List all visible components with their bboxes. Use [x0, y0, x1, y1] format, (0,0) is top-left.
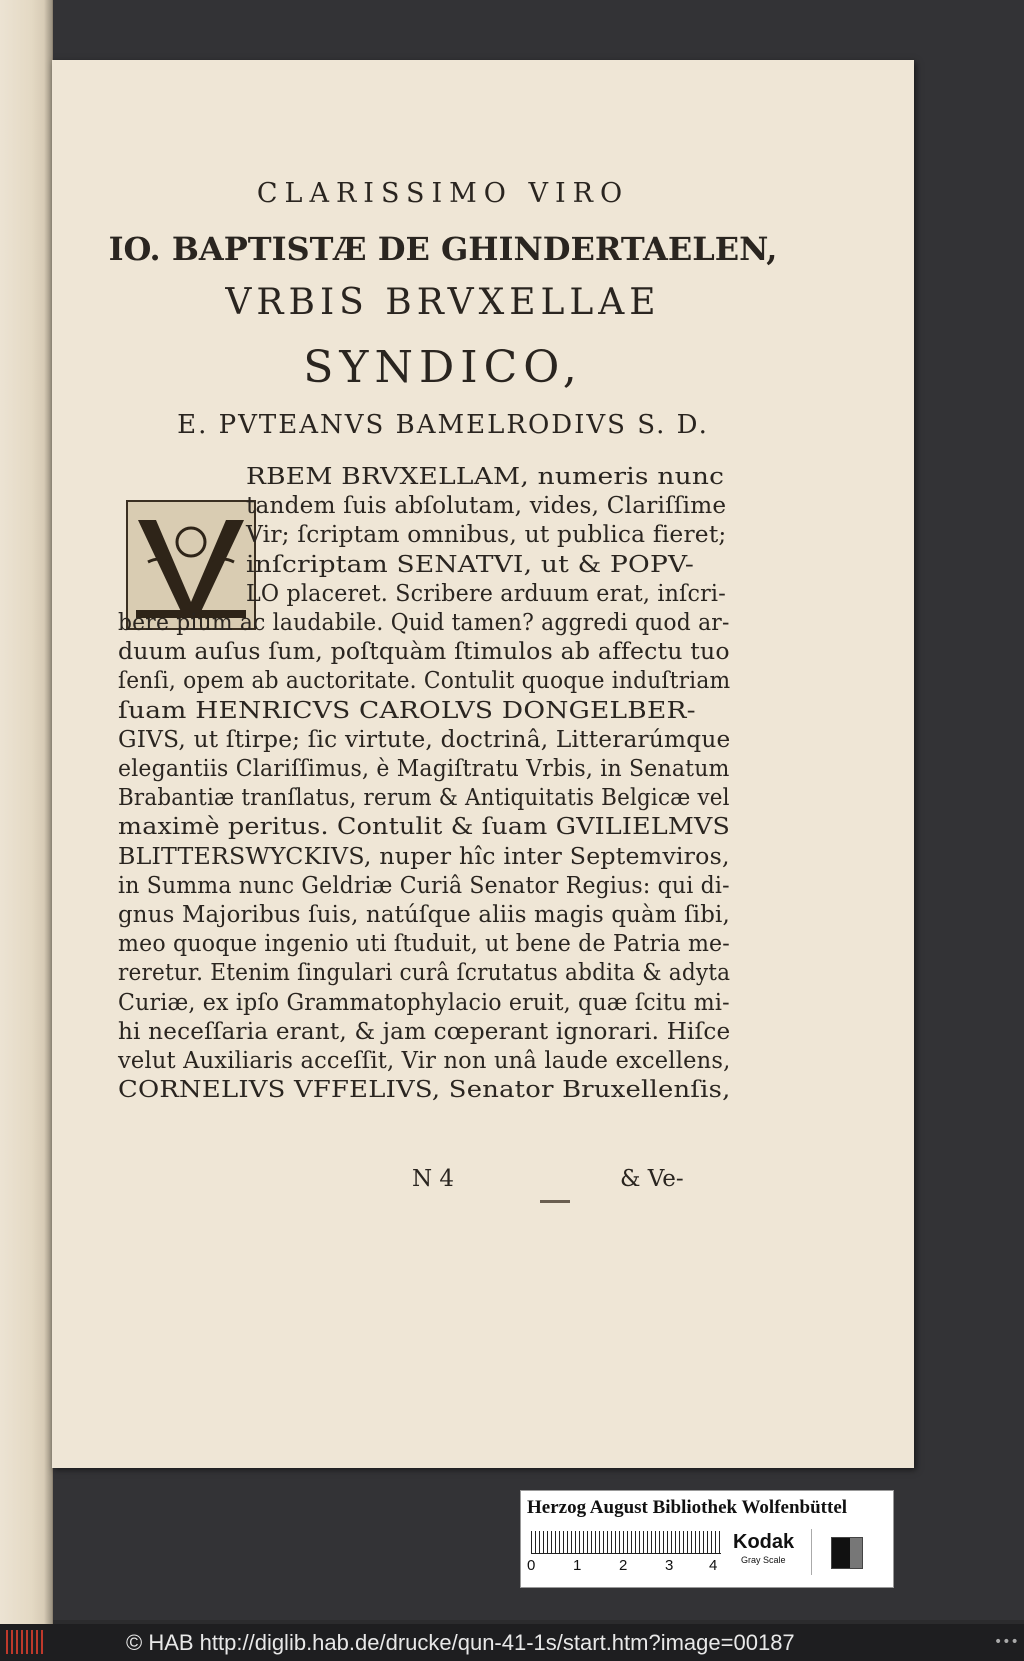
body-text-line: hi neceſſaria erant, & jam cœperant ignorari. Hiſce	[118, 1018, 731, 1045]
ruler-number: 3	[665, 1557, 674, 1574]
body-text-line: maximè peritus. Contulit & ſuam GVILIELMVS	[118, 814, 731, 841]
catchword: & Ve-	[620, 1166, 684, 1192]
card-divider	[811, 1529, 812, 1575]
body-text-line: elegantiis Clariſſimus, è Magiſtratu Vrbis, in Senatum	[118, 756, 730, 782]
ruler-number: 1	[573, 1557, 582, 1574]
body-text-line: ſuam HENRICVS CAROLVS DONGELBER-	[118, 697, 696, 724]
body-text-line: Vir; ſcriptam omnibus, ut publica fieret;	[246, 522, 727, 549]
body-text-line: GIVS, ut ſtirpe; ſic virtute, doctrinâ, Litterarúmque	[118, 726, 731, 753]
ruler-number: 0	[527, 1557, 536, 1574]
body-text-line: inſcriptam SENATVI, ut & POPV-	[246, 551, 695, 578]
more-menu-icon[interactable]: •••	[994, 1634, 1019, 1650]
body-text-line: LO placeret. Scribere arduum erat, inſcri-	[246, 580, 726, 607]
ruler-number: 4	[709, 1557, 718, 1574]
body-text-line: duum auſus ſum, poſtquàm ſtimulos ab affectu tuo	[118, 639, 730, 666]
ruler-number: 2	[619, 1557, 628, 1574]
color-scale-card	[520, 1490, 894, 1588]
body-text-line: ſenſi, opem ab auctoritate. Contulit quoque induſtriam	[118, 668, 731, 695]
signature-mark: N 4	[412, 1166, 455, 1192]
body-text-line: gnus Majoribus ſuis, natúſque aliis magis quàm ſibi,	[118, 902, 731, 928]
hab-logo-icon[interactable]	[6, 1630, 46, 1654]
body-text-line: in Summa nunc Geldriæ Curiâ Senator Regius: qui di-	[118, 872, 730, 899]
heading-line-5: E. PVTEANVS BAMELRODIVS S. D.	[177, 410, 709, 440]
body-text-line: Curiæ, ex ipſo Grammatophylacio eruit, quæ ſcitu mi-	[118, 989, 730, 1016]
body-text-line: velut Auxiliaris acceſſit, Vir non unâ laude excellens,	[118, 1048, 731, 1074]
body-text-line: BLITTERSWYCKIVS, nuper hîc inter Septemviros,	[118, 843, 730, 870]
body-text-line: RBEM BRVXELLAM, numeris nunc	[246, 464, 725, 490]
body-text-line: tandem ſuis abſolutam, vides, Clariſſime	[246, 493, 727, 520]
copyright-url[interactable]: © HAB http://diglib.hab.de/drucke/qun-41-1s/start.htm?image=00187	[126, 1630, 795, 1655]
library-label: Herzog August Bibliothek Wolfenbüttel	[527, 1497, 848, 1518]
gray-swatch	[831, 1537, 863, 1569]
body-text-line: bere pium ac laudabile. Quid tamen? aggredi quod ar-	[118, 610, 730, 636]
ornament-dash	[540, 1200, 570, 1203]
heading-line-3: VRBIS BRVXELLAE	[225, 282, 661, 323]
ruler-scale	[531, 1531, 721, 1554]
body-text-line: meo quoque ingenio uti ſtuduit, ut bene de Patria me-	[118, 931, 730, 958]
heading-line-2: IO. BAPTISTÆ DE GHINDERTAELEN,	[108, 230, 778, 268]
gray-scale-label: Gray Scale	[741, 1555, 786, 1565]
kodak-logo: Kodak	[733, 1531, 795, 1553]
scanned-page	[52, 60, 914, 1468]
heading-line-4: SYNDICO,	[303, 342, 583, 393]
body-text-line: reretur. Etenim ſingulari curâ ſcrutatus abdita & adyta	[118, 960, 731, 987]
heading-line-1: CLARISSIMO VIRO	[256, 178, 630, 209]
bottom-bar	[0, 1624, 1024, 1661]
body-text-line: CORNELIVS VFFELIVS, Senator Bruxellenſis,	[118, 1077, 731, 1104]
body-text-line: Brabantiæ tranſlatus, rerum & Antiquitatis Belgicæ vel	[118, 785, 730, 812]
